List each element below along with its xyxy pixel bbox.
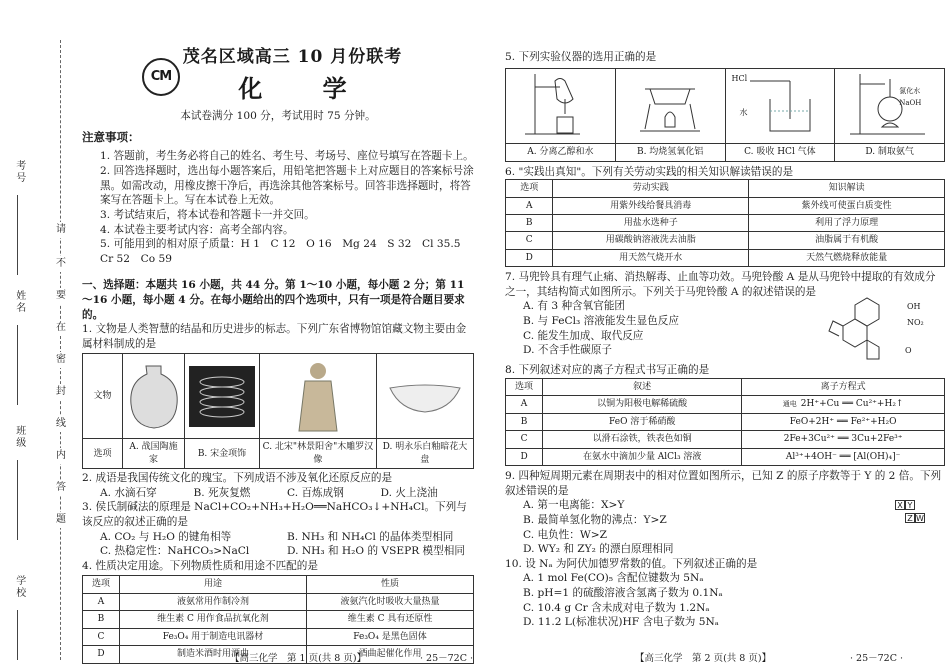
table-row [506,197,945,214]
cell: B [506,413,543,430]
page-2 [505,0,945,672]
q4-header: 用途 [119,576,306,593]
table-row [506,448,945,465]
q10-stem: 10. 设 Nₐ 为阿伏加德罗常数的值。下列叙述正确的是 [505,557,758,570]
exam-title: 茂名区域高三 10 月份联考 [182,47,403,67]
q3-option: D. NH₃ 和 H₂O 的 VSEPR 模型相同 [287,545,465,558]
cell: 油脂属于有机酸 [749,232,945,249]
q6-header: 劳动实践 [553,180,749,197]
cell: D [506,249,553,266]
cell: 维生素 C 用作食品抗氧化剂 [119,611,306,628]
class-label: 班级 [13,425,25,449]
fill-line [17,325,18,405]
q8-header: 离子方程式 [742,379,945,396]
separatory-funnel-icon [510,69,610,144]
q4-stem: 4. 性质决定用途。下列物质性质和用途不匹配的是 [82,559,318,572]
seal-char: 密 [56,352,66,368]
cell: C [506,431,543,448]
q5-option: C. 吸收 HCl 气体 [726,143,835,160]
section-heading: 一、选择题：本题共 16 小题，共 44 分。第 1～10 小题，每小题 2 分；第 11～16 小题，每小题 4 分。在每小题给出的四个选项中，只有一项是符合题目要求的。 [82,279,465,321]
table-row [83,611,474,628]
q3-stem: 3. 侯氏制碱法的原理是 NaCl+CO₂+NH₃+H₂O══NaHCO₃↓+NH₄Cl。下列与该反应的叙述正确的是 [82,501,467,529]
o-label: O [905,346,912,356]
grid-cell: Z [905,513,915,523]
q2-option: A. 水滴石穿 [100,486,157,499]
cell: FeO+2H⁺ ══ Fe²⁺+H₂O [742,413,945,430]
q6-stem: 6. "实践出真知"。下列有关劳动实践的相关知识解读错误的是 [505,165,794,178]
q5-stem: 5. 下列实验仪器的选用正确的是 [505,51,657,63]
cell: 用盐水选种子 [553,215,749,232]
seal-line [60,40,61,660]
seal-char: 线 [56,416,66,432]
notes-heading: 注意事项： [82,129,140,144]
table-row [506,413,945,430]
water-label: 水 [739,107,748,117]
table-row [506,249,945,266]
cell: FeO 溶于稀硝酸 [543,413,742,430]
q3-options [82,530,474,559]
page-2-content [505,50,945,630]
q1-pic-c [259,354,376,439]
q5-pic-d [835,69,944,161]
cell: A [83,593,120,610]
q1-row-label: 选项 [83,439,123,469]
note-item: 1. 答题前，考生务必将自己的姓名、考生号、考场号、座位号填写在答题卡上。 [100,150,474,163]
table-row [506,396,945,413]
cell: Fe₃O₄ 是黑色固体 [307,628,474,645]
flask-heater-icon [840,69,940,144]
cell: 天然气燃烧释放能量 [749,249,945,266]
page-footer: 【高三化学 第 2 页(共 8 页)】 [635,653,772,664]
exam-number-label: 考号 [13,160,25,184]
q1-option: C. 北宋"林景阳舍"木雕罗汉像 [259,439,376,469]
jar-icon [126,361,181,431]
grid-cell: Y [905,500,915,510]
page-1 [80,0,480,672]
crucible-icon [620,69,720,144]
q1-pic-b [184,354,259,439]
exam-info: 本试卷满分 100 分，考试用时 75 分钟。 [180,110,376,122]
q7-stem: 7. 马兜铃具有理气止痛、消热解毒、止血等功效。马兜铃酸 A 是从马兜铃中提取的有效成分之一，其结构简式如图所示。下列关于马兜铃酸 A 的叙述错误的是 [505,271,936,298]
q9-option: A. 第一电离能：X>Y [523,499,625,512]
q5-option: A. 分离乙醇和水 [506,143,615,160]
q1-row-label: 文物 [83,354,123,439]
q3-option: A. CO₂ 与 H₂O 的键角相等 [100,530,232,543]
q7-option: D. 不含手性碳原子 [523,344,613,357]
cell: 用紫外线给餐具消毒 [553,197,749,214]
q1-option: A. 战国陶施家 [123,439,185,469]
q4-header: 性质 [307,576,474,593]
cell: D [506,448,543,465]
table-row [83,593,474,610]
no2-label: NO₂ [907,318,924,328]
q5-pic-b [616,69,726,161]
q1-option: D. 明永乐白釉暗花大盘 [376,439,473,469]
cell: C [506,232,553,249]
q2-option: B. 死灰复燃 [193,486,251,499]
cell: 酒曲起催化作用 [307,646,474,663]
hcl-label: HCl [731,73,748,83]
q8-header: 叙述 [543,379,742,396]
page-1-content [82,102,474,664]
q7-option: B. 与 FeCl₃ 溶液能发生显色反应 [523,315,679,328]
cell: Fe₃O₄ 用于制造电讯器材 [119,628,306,645]
seal-char: 请 [56,222,66,238]
q7-block [505,299,945,359]
q2-options [82,486,474,501]
q9-stem: 9. 四种短周期元素在周期表中的相对位置如图所示，已知 Z 的原子序数等于 Y 的 2 倍。下列叙述错误的是 [505,470,942,497]
note-item: 3. 考试结束后，将本试卷和答题卡一并交回。 [100,208,315,221]
plate-icon [385,376,465,416]
cell: 以滑石涂铁，铁表色如铜 [543,431,742,448]
seal-char: 题 [56,512,66,528]
cell: A [506,197,553,214]
q5-option: B. 均烧氢氧化铝 [616,143,725,160]
q10-option: D. 11.2 L(标准状况)HF 含电子数为 5Nₐ [523,616,719,629]
molecule-structure-icon [825,293,915,363]
seal-char: 封 [56,384,66,400]
statue-icon [293,357,343,435]
q1-stem: 1. 文物是人类智慧的结晶和历史进步的标志。下列广东省博物馆馆藏文物主要由金属材料制成的是 [82,323,467,350]
q10-option: A. 1 mol Fe(CO)₅ 含配位键数为 5Nₐ [523,572,704,585]
table-row [506,215,945,232]
condition-label: 通电 [782,400,797,409]
cell: 2Fe+3Cu²⁺ ══ 3Cu+2Fe³⁺ [742,431,945,448]
q3-option: C. 热稳定性：NaHCO₃>NaCl [100,545,250,558]
reagent-label: 氯化水 [899,86,921,95]
q8-table [505,378,945,466]
q9-option: B. 最简单氢化物的沸点：Y>Z [523,513,667,526]
q5-pic-a [506,69,616,161]
seal-char: 要 [56,288,66,304]
table-row [506,431,945,448]
cell: C [83,628,120,645]
table-row [506,232,945,249]
seal-char: 内 [56,448,66,464]
cell [742,396,945,413]
q5-option: D. 制取氨气 [835,143,944,160]
q6-table [505,179,945,267]
naoh-label: NaOH [899,98,922,107]
subject-title: 化 学 [238,74,373,103]
page-footer: 【高三化学 第 1 页(共 8 页)】 [230,653,367,664]
q7-option: A. 有 3 种含氧官能团 [523,300,626,313]
logo-icon: CM [142,58,180,96]
cell: 紫外线可使蛋白质变性 [749,197,945,214]
q6-header: 知识解读 [749,180,945,197]
q4-header: 选项 [83,576,120,593]
q2-stem: 2. 成语是我国传统文化的瑰宝。下列成语不涉及氧化还原反应的是 [82,472,393,485]
cell: 维生素 C 具有还原性 [307,611,474,628]
cell: D [83,646,120,663]
q9-option: C. 电负性：W>Z [523,528,607,541]
cell: 液氨汽化时吸收大量热量 [307,593,474,610]
seal-char: 不 [56,256,66,272]
cell: A [506,396,543,413]
cell: 制造米酒时用酒曲 [119,646,306,663]
seal-char: 答 [56,480,66,496]
table-row [83,628,474,645]
q7-option: C. 能发生加成、取代反应 [523,329,644,342]
equation: 2H⁺+Cu ══ Cu²⁺+H₂↑ [800,399,904,410]
q1-pic-d [376,354,473,439]
q5-apparatus [505,68,945,162]
fill-line [17,610,18,660]
page-code: · 25－72C · [850,653,904,664]
cell: 以铜为阳极电解稀硫酸 [543,396,742,413]
q9-block [505,498,945,556]
cell: 用天然气烧开水 [553,249,749,266]
cell: B [506,215,553,232]
name-label: 姓名 [13,290,25,314]
cell: 用碳酸钠溶液洗去油脂 [553,232,749,249]
note-item: 4. 本试卷主要考试内容：高考全部内容。 [100,223,294,236]
note-item: 2. 回答选择题时，选出每小题答案后，用铅笔把答题卡上对应题目的答案标号涂黑。如需改动，用橡皮擦干净后，再选涂其他答案标号。回答非选择题时，将答案写在答题卡上。写在本试卷上无效。 [100,165,474,207]
q10-option: B. pH=1 的硫酸溶液含氢离子数为 0.1Nₐ [523,586,723,599]
oh-label: OH [907,302,921,312]
q10-option: C. 10.4 g Cr 含未成对电子数为 1.2Nₐ [523,601,710,614]
seal-char: 在 [56,320,66,336]
q1-table [82,353,474,469]
fill-line [17,460,18,540]
page-code: · 25－72C · [420,653,474,664]
fill-line [17,195,18,275]
cell: 利用了浮力原理 [749,215,945,232]
q1-option: B. 宋金项饰 [184,439,259,469]
q1-pic-a [123,354,185,439]
grid-cell: X [895,500,905,510]
q8-header: 选项 [506,379,543,396]
school-label: 学校 [13,575,25,599]
coil-icon [187,364,257,429]
q5-pic-c [726,69,836,161]
binding-strip [0,0,72,672]
q9-option: D. WY₂ 和 ZY₂ 的漂白原理相同 [523,543,674,556]
note-item: 5. 可能用到的相对原子质量：H 1 C 12 O 16 Mg 24 S 32 Cl 35.5 Cr 52 Co 59 [100,238,472,265]
cell: 在氨水中滴加少量 AlCl₃ 溶液 [543,448,742,465]
cell: 液氨常用作制冷剂 [119,593,306,610]
q4-table [82,575,474,663]
q2-option: D. 火上浇油 [380,486,438,499]
periodic-grid [895,498,925,524]
q8-stem: 8. 下列叙述对应的离子方程式书写正确的是 [505,364,710,377]
q2-option: C. 百炼成钢 [287,486,344,499]
cell: B [83,611,120,628]
q6-header: 选项 [506,180,553,197]
grid-cell: W [916,514,924,524]
cell: Al³⁺+4OH⁻ ══ [Al(OH)₄]⁻ [742,448,945,465]
q3-option: B. NH₃ 和 NH₄Cl 的晶体类型相同 [287,530,454,543]
